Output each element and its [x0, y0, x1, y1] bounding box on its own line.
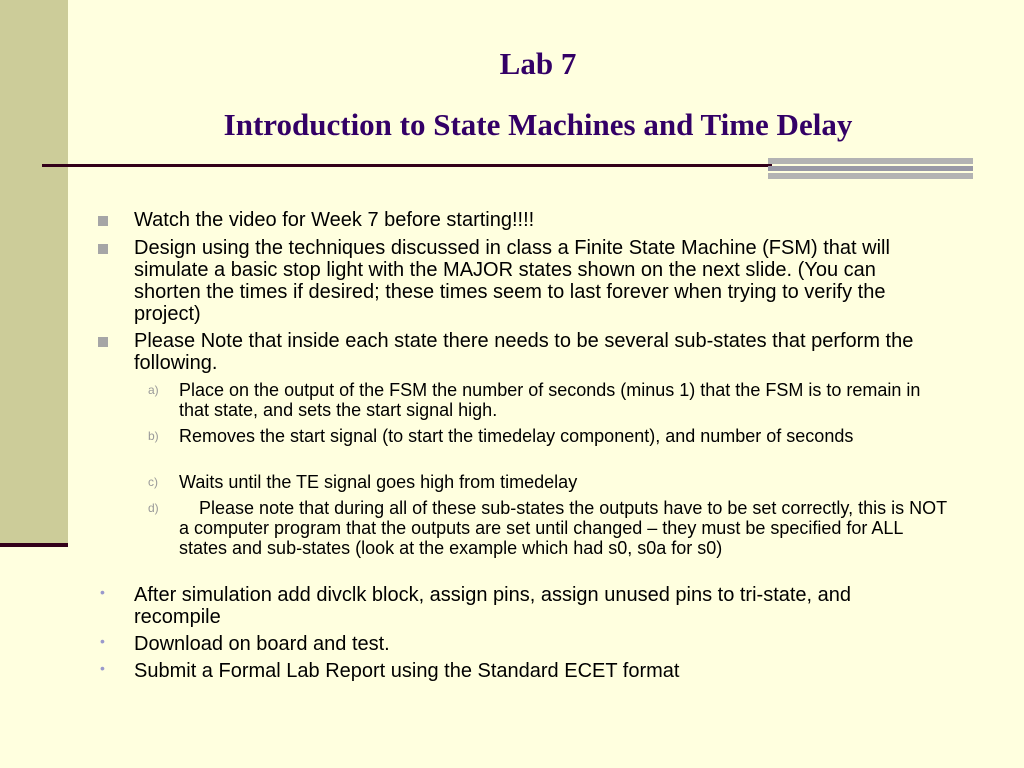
- bullet-text: Download on board and test.: [134, 633, 390, 655]
- sub-bullet-text: Place on the output of the FSM the number of seconds (minus 1) that the FSM is to remain in that state, and sets the start signal high.: [179, 380, 921, 420]
- slide-title-line2: Introduction to State Machines and Time Delay: [223, 107, 853, 142]
- accent-bar: [768, 166, 973, 171]
- bullet-text: Design using the techniques discussed in class a Finite State Machine (FSM) that will simulate a basic stop light with the MAJOR states shown on the next slide. (You can shorten the times if desired; these times seem to last forever when trying to verify the project): [134, 237, 890, 325]
- bullet-text: Submit a Formal Lab Report using the Standard ECET format: [134, 660, 680, 682]
- square-bullet-icon: [98, 216, 108, 226]
- left-band-rule: [0, 543, 68, 547]
- sub-bullet-text: Removes the start signal (to start the timedelay component), and number of seconds: [179, 426, 854, 446]
- square-bullet-icon: [98, 244, 108, 254]
- accent-bar: [768, 173, 973, 179]
- dot-bullet-icon: •: [100, 660, 105, 676]
- bullet-text: Watch the video for Week 7 before starting!!!!: [134, 209, 535, 231]
- slide-title-line1: Lab 7: [499, 46, 577, 81]
- sub-bullet-marker: b): [148, 429, 159, 443]
- square-bullet-icon: [98, 337, 108, 347]
- sub-bullet-text: Waits until the TE signal goes high from timedelay: [179, 472, 578, 492]
- sub-bullet-text: Please note that during all of these sub-states the outputs have to be set correctly, this is NOT a computer program that the outputs are set until changed – they must be specified for ALL states and sub-states (look at the example which had s0, s0a for s0): [179, 498, 952, 558]
- sub-bullet-marker: a): [148, 383, 159, 397]
- dot-bullet-icon: •: [100, 633, 105, 649]
- bullet-text: Please Note that inside each state there needs to be several sub-states that perform the following.: [134, 330, 914, 374]
- sub-bullet-marker: c): [148, 475, 158, 489]
- dot-bullet-icon: •: [100, 584, 105, 600]
- accent-bar: [768, 158, 973, 164]
- bullet-text: After simulation add divclk block, assign pins, assign unused pins to tri-state, and recompile: [134, 584, 852, 628]
- sub-bullet-marker: d): [148, 501, 159, 515]
- title-divider: [42, 164, 772, 167]
